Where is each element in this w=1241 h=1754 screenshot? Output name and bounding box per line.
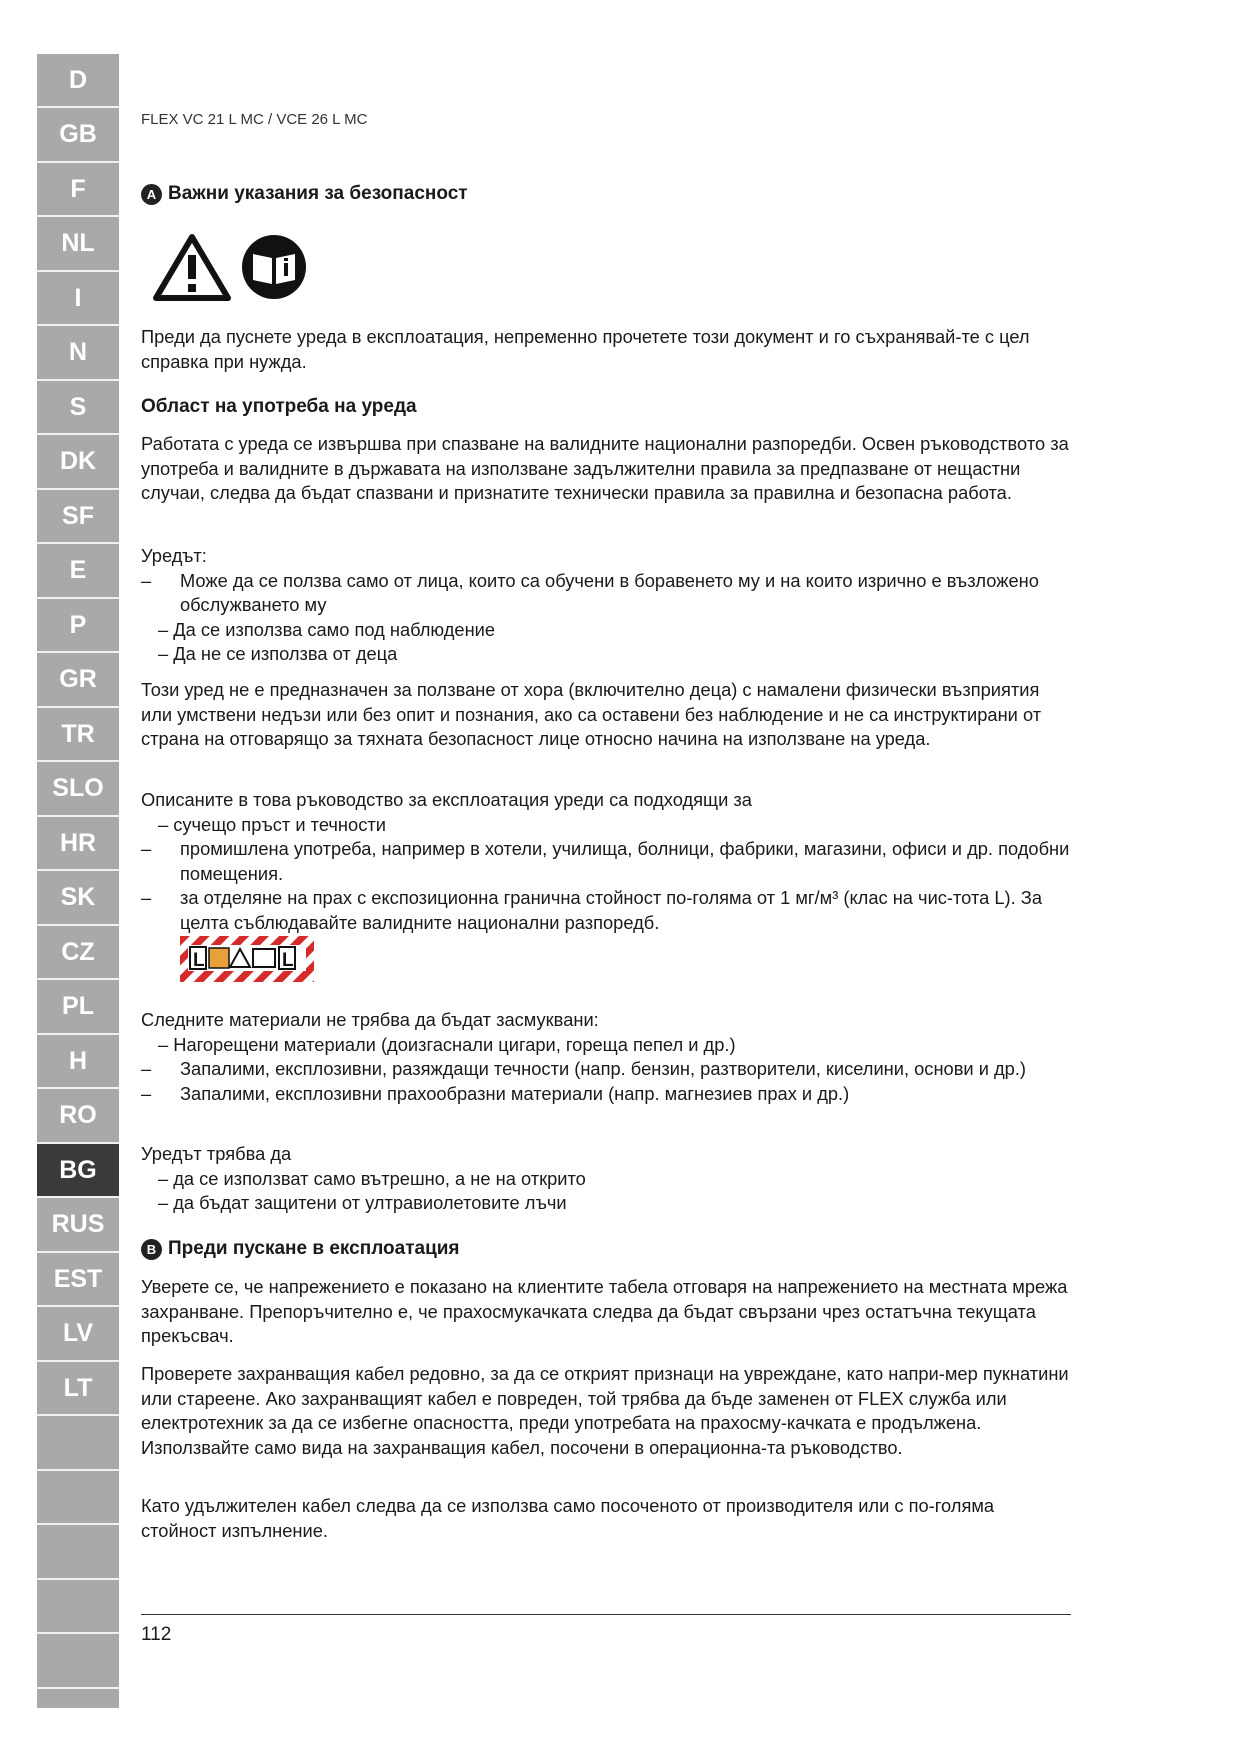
list-item: – сучещо пръст и течности (158, 813, 386, 835)
language-tab-sk[interactable]: SK (37, 872, 119, 926)
language-tab-h[interactable]: H (37, 1035, 119, 1089)
language-sidebar (37, 54, 119, 1708)
page-number: 112 (141, 1624, 172, 1645)
language-tab-d[interactable]: D (37, 54, 119, 108)
language-tab-bg[interactable]: BG (37, 1144, 119, 1198)
must-block (141, 1142, 1071, 1216)
language-tab-e[interactable]: E (37, 545, 119, 599)
language-tab-n[interactable]: N (37, 327, 119, 381)
safety-icons (153, 233, 307, 301)
section-b-heading (141, 1238, 460, 1260)
language-tab-gr[interactable]: GR (37, 654, 119, 708)
language-tab-nl[interactable]: NL (37, 218, 119, 272)
svg-text:L: L (193, 950, 205, 971)
model-header: FLEX VC 21 L MC / VCE 26 L MC (141, 111, 368, 128)
language-tab-cz[interactable]: CZ (37, 926, 119, 980)
section-a-heading (141, 183, 468, 205)
read-manual-icon (241, 234, 307, 300)
language-tab-empty (37, 1580, 119, 1634)
not-allowed-label: Следните материали не трябва да бъдат засмуквани: (141, 1009, 599, 1030)
language-tab-tr[interactable]: TR (37, 708, 119, 762)
usage-paragraph-1: Работата с уреда се извършва при спазване на валидните национални разпоредби. Освен ръководството за употреба и валидните в държавата на използване задължителни правила за предпазване от нещастни случаи, следва да бъдат спазвани и признатите технически правила за правилна и безопасна работа. (141, 433, 1069, 503)
list-item: – Запалими, експлозивни, разяждащи течности (напр. бензин, разтворители, киселини, основи и др.) (141, 1057, 1071, 1082)
language-tab-est[interactable]: EST (37, 1253, 119, 1307)
language-tab-empty (37, 1417, 119, 1471)
language-tab-p[interactable]: P (37, 599, 119, 653)
language-tab-dk[interactable]: DK (37, 436, 119, 490)
language-tab-s[interactable]: S (37, 381, 119, 435)
device-block (141, 544, 1071, 667)
list-item: – да се използват само вътрешно, а не на открито (158, 1167, 586, 1189)
language-tab-ro[interactable]: RO (37, 1090, 119, 1144)
suitable-item-text: за отделяне на прах с експозиционна гранична стойност по-голяма от 1 мг/м³ (клас на чис-тота L). За целта съблюдавайте валидните национални разпоредб. (180, 887, 1042, 933)
svg-text:L: L (282, 950, 294, 971)
device-label: Уредът: (141, 545, 207, 566)
section-a-badge: A (141, 184, 162, 205)
not-allowed-item-text: Запалими, експлозивни, разяждащи течности (напр. бензин, разтворители, киселини, основи и др.) (180, 1058, 1027, 1079)
not-allowed-item-text: Запалими, експлозивни прахообразни материали (напр. магнезиев прах и др.) (180, 1082, 850, 1104)
list-item: – Запалими, експлозивни прахообразни материали (напр. магнезиев прах и др.) (141, 1082, 1071, 1107)
list-item: – да бъдат защитени от ултравиолетовите лъчи (158, 1192, 567, 1213)
device-item-text: Може да се ползва само от лица, които са обучени в боравенето му и на които изрично е възложено обслужването му (180, 569, 1039, 615)
language-tab-pl[interactable]: PL (37, 981, 119, 1035)
language-tab-empty (37, 1635, 119, 1689)
usage-heading: Област на употреба на уреда (141, 396, 417, 417)
list-item: – Нагорещени материали (доизгаснали цигари, гореща пепел и др.) (158, 1033, 736, 1055)
list-item: – Може да се ползва само от лица, които са обучени в боравенето му и на които изрично е възложено обслужването му (141, 569, 1071, 618)
language-tab-rus[interactable]: RUS (37, 1199, 119, 1253)
language-tab-f[interactable]: F (37, 163, 119, 217)
suitable-block (141, 788, 1071, 935)
section-a-intro: Преди да пуснете уреда в експлоатация, непременно прочетете този документ и го съхранявай-те с цел справка при нужда. (141, 326, 1030, 372)
list-item: – за отделяне на прах с експозиционна гранична стойност по-голяма от 1 мг/м³ (клас на чис-тота L). За целта съблюдавайте валидните национални разпоредб. (141, 886, 1071, 935)
section-b-paragraph-2: Проверете захранващия кабел редовно, за да се открият признаци на увреждане, като напри-мер пукнатини или стареене. Ако захранващият кабел е повреден, той трябва да бъде заменен от FLEX служба или електротехник за да се избегне опасността, преди употребата на прахосму-качката е продължена. Използвайте само вида на захранващия кабел, посочени в операционна-та ръководство. (141, 1363, 1069, 1458)
dust-class-l-label (180, 936, 314, 982)
suitable-label: Описаните в това ръководство за експлоатация уреди са подходящи за (141, 789, 752, 810)
language-tab-hr[interactable]: HR (37, 817, 119, 871)
section-b-title: Преди пускане в експлоатация (168, 1238, 460, 1259)
list-item: – Да не се използва от деца (158, 643, 398, 664)
not-allowed-block (141, 1008, 1071, 1106)
language-tab-empty (37, 1471, 119, 1525)
suitable-item-text: промишлена употреба, например в хотели, училища, болници, фабрики, магазини, офиси и др. подобни помещения. (180, 838, 1070, 884)
language-tab-i[interactable]: I (37, 272, 119, 326)
language-tab-sf[interactable]: SF (37, 490, 119, 544)
language-tab-lv[interactable]: LV (37, 1308, 119, 1362)
section-b-paragraph-1: Уверете се, че напрежението е показано на клиентите табела отговаря на напрежението на местната мрежа захранване. Препоръчително е, че прахосмукачката следва да бъдат свързани чрез остатъчна текущата прекъсвач. (141, 1276, 1068, 1346)
section-a-title: Важни указания за безопасност (168, 183, 468, 204)
language-tab-gb[interactable]: GB (37, 109, 119, 163)
list-item: – промишлена употреба, например в хотели, училища, болници, фабрики, магазини, офиси и др. подобни помещения. (141, 837, 1071, 886)
must-label: Уредът трябва да (141, 1143, 292, 1164)
list-item: – Да се използва само под наблюдение (158, 618, 496, 640)
language-tab-empty (37, 1526, 119, 1580)
usage-paragraph-2: Този уред не е предназначен за ползване от хора (включително деца) с намалени физически възприятия или умствени недъзи или без опит и познания, ако са оставени без наблюдение и не са инструктирани от страна на отговарящо за тяхната безопасност лице относно начина на използване на уреда. (141, 679, 1042, 749)
language-tab-lt[interactable]: LT (37, 1362, 119, 1416)
footer-divider (141, 1614, 1071, 1615)
section-b-badge: B (141, 1239, 162, 1260)
section-b-paragraph-3: Като удължителен кабел следва да се използва само посоченото от производителя или с по-голяма стойност изпълнение. (141, 1495, 995, 1541)
language-tab-slo[interactable]: SLO (37, 763, 119, 817)
warning-triangle-icon (153, 233, 231, 301)
